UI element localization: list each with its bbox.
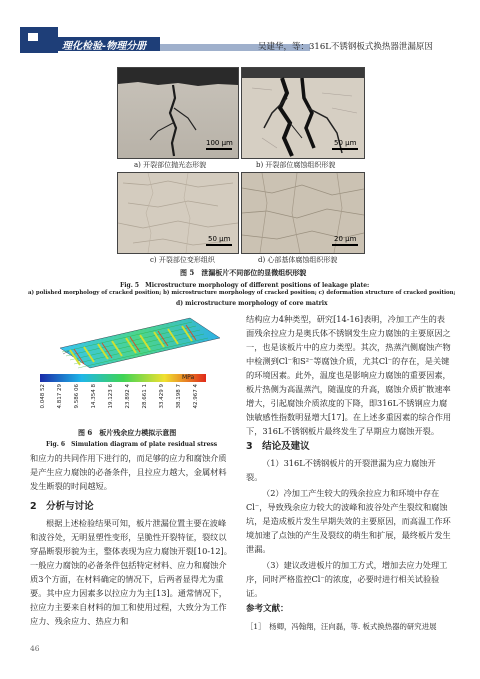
fig5d-image [241, 172, 365, 254]
colorbar-tick-label: 38.198 7 [176, 384, 182, 409]
fig5d-caption: d) 心部基体腐蚀组织形貌 [258, 256, 338, 264]
page-number: 46 [30, 644, 40, 653]
colorbar-tick-label: 14.354 8 [91, 384, 97, 409]
conclusion-2: （2）冷加工产生较大的残余拉应力和环境中存在Cl⁻，导致残余应力较大的波峰和波谷处产生裂纹和腐蚀坑，是造成板片发生早期失效的主要原因，而高温工作环境加速了点蚀的产生及裂纹的萌生和扩展，最终板片发生泄漏。 [246, 488, 451, 554]
journal-logo-cutout [28, 33, 38, 41]
journal-name: 理化检验-物理分册 [62, 41, 147, 52]
colorbar-tick-label: 42.967 4 [193, 384, 199, 409]
fig6-caption-cn: 图 6 板片残余应力模拟示意图 [78, 428, 177, 437]
scale-label: 50 μm [334, 139, 357, 147]
colorbar-tick-label: 9.586 06 [74, 384, 80, 409]
fig5-caption-en-line2: a) polished morphology of cracked position; b) microstructure morphology of cracked position; c) deformation structure of cracked position; [28, 290, 456, 296]
colorbar-ticks [40, 384, 210, 416]
scale-bar [332, 244, 358, 246]
scale-label: 100 μm [206, 139, 233, 147]
scale-bar [332, 148, 358, 150]
fig5-caption-en: Fig. 5 Microstructure morphology of different positions of leakage plate: [120, 282, 370, 289]
fig5-caption-cn: 图 5 泄漏板片不同部位的显微组织形貌 [180, 268, 307, 277]
fig5a-image [117, 67, 239, 159]
fig5b-caption: b) 开裂部位腐蚀组织形貌 [256, 161, 336, 169]
conclusion-1: （1）316L不锈钢板片的开裂泄漏为应力腐蚀开裂。 [246, 458, 436, 482]
reference-1: ［1］ 杨卿，冯翰翔，汪向磊，等. 板式换热器的研究进展 [246, 622, 437, 631]
section-2-heading: 2 分析与讨论 [30, 501, 94, 512]
colorbar-unit: MPa [182, 374, 195, 381]
colorbar-tick-label: 23.892 4 [125, 384, 131, 409]
fig5b-image [241, 67, 365, 159]
references-heading: 参考文献： [246, 604, 289, 614]
scale-bar [206, 148, 232, 150]
fig5c-caption: c) 开裂部位变形组织 [150, 256, 215, 264]
conclusion-3: （3）建议改进板片的加工方式，增加去应力处理工序，同时严格监控Cl⁻的浓度，必要时进行相关试验验证。 [246, 560, 448, 598]
colorbar-tick-label: 19.123 6 [108, 384, 114, 409]
scale-label: 50 μm [208, 235, 231, 243]
fig5c-image [117, 172, 239, 254]
section-3-heading: 3 结论及建议 [246, 441, 310, 452]
colorbar-tick-label: 28.661 1 [142, 384, 148, 409]
fig5a-caption: a) 开裂部位抛光态形貌 [134, 161, 207, 169]
fig5-caption-en-line3: d) microstructure morphology of core matrix [176, 300, 328, 307]
fig6-caption-en: Fig. 6 Simulation diagram of plate residual stress [46, 441, 218, 448]
colorbar-tick-label: 0.048 52 [40, 384, 46, 409]
stress-plate [60, 318, 220, 368]
left-para-2: 根据上述检验结果可知，板片泄漏位置主要在波峰和波谷处，无明显塑性变形，呈脆性开裂特征，裂纹以穿晶断裂形貌为主，整体表现为应力腐蚀开裂[10-12]。一般应力腐蚀的必备条件包括特定材料、应力和腐蚀介质3个方面，在材料确定的情况下，后两者显得尤为重要。其中应力因素多以拉应力为主[13]。通常情况下，拉应力主要来自材料的加工和使用过程，大致分为工作应力、残余应力、热应力和 [30, 518, 232, 626]
colorbar-tick-label: 4.817 29 [57, 384, 63, 409]
scale-bar [206, 244, 232, 246]
left-para-1: 和应力的共同作用下进行的，而足够的应力和腐蚀介质是产生应力腐蚀的必备条件，且拉应力越大，金属材料发生断裂的时间越短。 [30, 453, 227, 491]
right-para-1: 结构应力4种类型，研究[14-16]表明，冷加工产生的表面残余拉应力是奥氏体不锈钢发生应力腐蚀的主要原因之一，也是该板片中的应力类型。其次，热蒸汽侧腐蚀产物中检测到Cl⁻和S²⁻等腐蚀介质，尤其Cl⁻的存在，是关键的环境因素。此外，温度也是影响应力腐蚀的重要因素，板片热侧为高温蒸汽，随温度的升高，腐蚀介质扩散速率增大，引起腐蚀介质浓度的下降，即316L不锈钢应力腐蚀敏感性指数明显增大[17]。在上述多重因素的综合作用下，316L不锈钢板片最终发生了早期应力腐蚀开裂。 [246, 314, 452, 436]
scale-label: 20 μm [334, 235, 357, 243]
colorbar-tick-label: 33.429 9 [159, 384, 165, 409]
running-title: 吴建华，等：316L不锈钢板式换热器泄漏原因 [258, 42, 433, 52]
